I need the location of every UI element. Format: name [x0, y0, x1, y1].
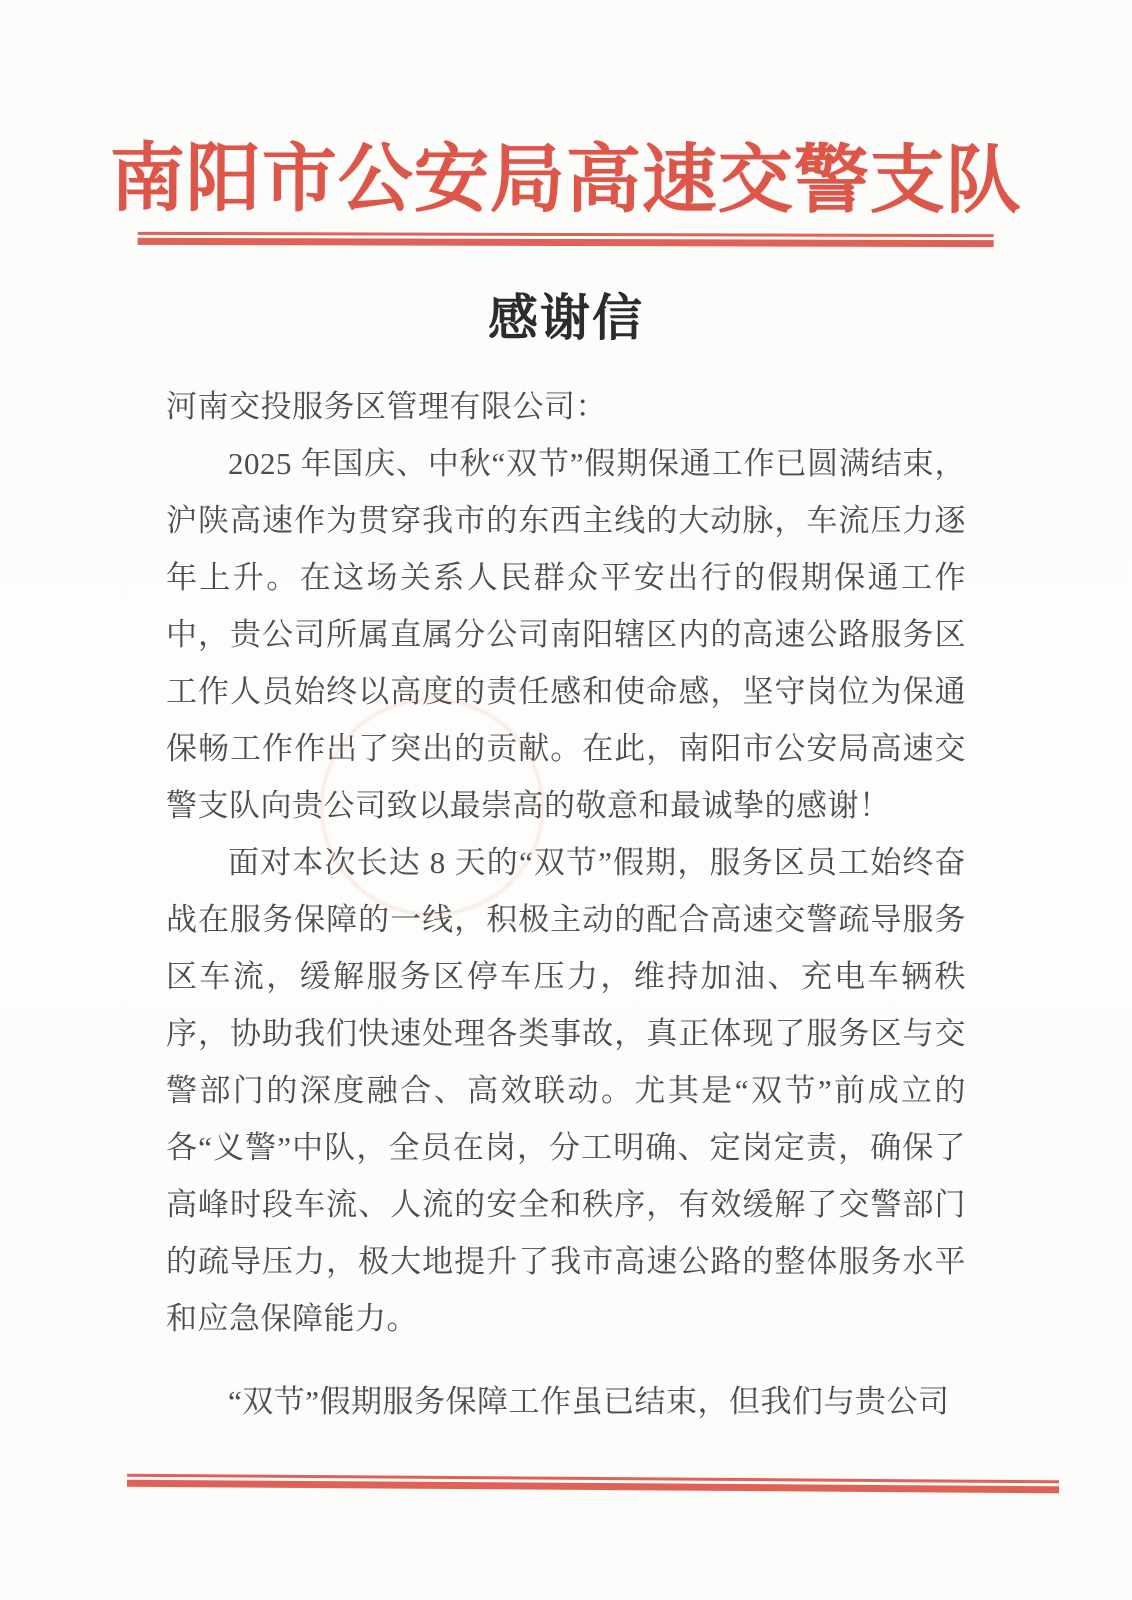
letterhead-double-rule	[138, 231, 994, 246]
letterhead-rule-thick	[138, 237, 994, 246]
paragraph-1: 2025 年国庆、中秋“双节”假期保通工作已圆满结束，沪陕高速作为贯穿我市的东西主线的大动脉，车流压力逐年上升。在这场关系人民群众平安出行的假期保通工作中，贵公司所属直属分公司南阳辖区内的高速公路服务区工作人员始终以高度的责任感和使命感，坚守岗位为保通保畅工作作出了突出的贡献。在此，南阳市公安局高速交警支队向贵公司致以最崇高的敬意和最诚挚的感谢！	[166, 446, 966, 823]
paragraph-2: 面对本次长达 8 天的“双节”假期，服务区员工始终奋战在服务保障的一线，积极主动的配合高速交警疏导服务区车流，缓解服务区停车压力，维持加油、充电车辆秩序，协助我们快速处理各类事故，真正体现了服务区与交警部门的深度融合、高效联动。尤其是“双节”前成立的各“义警”中队，全员在岗，分工明确、定岗定责，确保了高峰时段车流、人流的安全和秩序，有效缓解了交警部门的疏导压力，极大地提升了我市高速公路的整体服务水平和应急保障能力。	[166, 845, 966, 1336]
salutation: 河南交投服务区管理有限公司：	[166, 389, 607, 424]
letter-title: 感谢信	[488, 290, 644, 346]
letter-body	[166, 378, 966, 1430]
letterhead-title: 南阳市公安局高速交警支队	[109, 137, 1022, 224]
paragraph-3: “双节”假期服务保障工作虽已结束，但我们与贵公司	[228, 1384, 950, 1419]
letterhead	[0, 0, 1132, 247]
footer-double-rule	[127, 1474, 1059, 1494]
